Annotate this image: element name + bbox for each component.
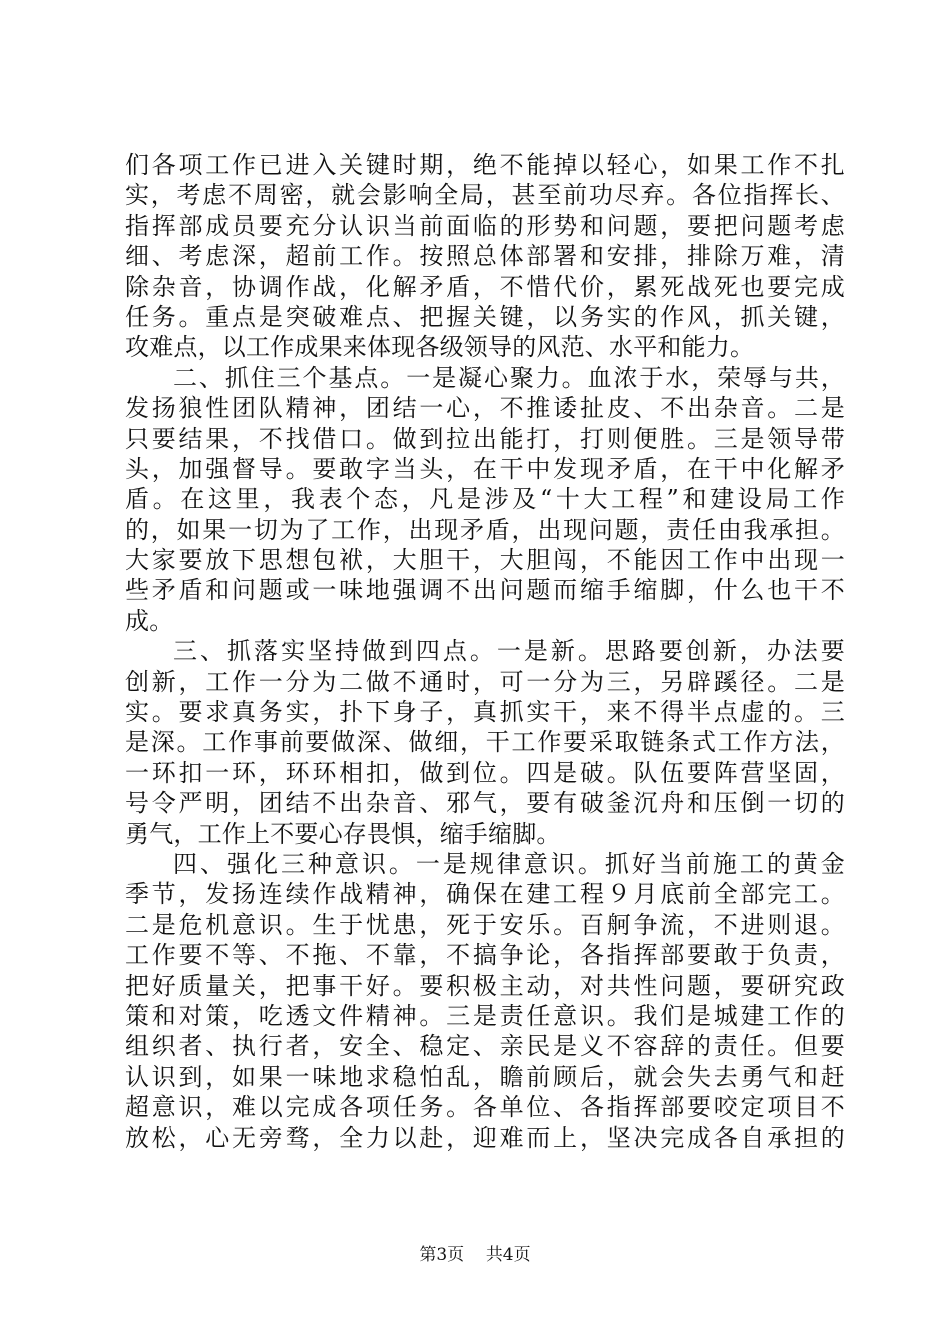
text-line: 季节，发扬连续作战精神，确保在建工程９月底前全部完工。 xyxy=(125,880,845,909)
text-line: 指挥部成员要充分认识当前面临的形势和问题，要把问题考虑 xyxy=(125,211,845,240)
text-line: 二是危机意识。生于忧患，死于安乐。百舸争流，不进则退。 xyxy=(125,910,845,939)
text-line: 实，考虑不周密，就会影响全局，甚至前功尽弃。各位指挥长、 xyxy=(125,181,845,210)
text-line: 超意识，难以完成各项任务。各单位、各指挥部要咬定项目不 xyxy=(125,1093,845,1122)
text-line: 一环扣一环，环环相扣，做到位。四是破。队伍要阵营坚固， xyxy=(125,758,845,787)
text-line: 策和对策，吃透文件精神。三是责任意识。我们是城建工作的 xyxy=(125,1001,845,1030)
text-line: 些矛盾和问题或一味地强调不出问题而缩手缩脚，什么也干不 xyxy=(125,576,845,605)
document-body xyxy=(125,150,845,1153)
text-line: 攻难点，以工作成果来体现各级领导的风范、水平和能力。 xyxy=(125,333,755,362)
text-line: 创新，工作一分为二做不通时，可一分为三，另辟蹊径。二是 xyxy=(125,667,845,696)
text-line: 除杂音，协调作战，化解矛盾，不惜代价，累死战死也要完成 xyxy=(125,272,845,301)
text-line: 发扬狼性团队精神，团结一心，不推诿扯皮、不出杂音。二是 xyxy=(125,394,845,423)
text-line: 们各项工作已进入关键时期，绝不能掉以轻心，如果工作不扎 xyxy=(125,151,845,179)
page-footer xyxy=(0,1245,950,1265)
text-line: 工作要不等、不拖、不靠，不搞争论，各指挥部要敢于负责， xyxy=(125,941,845,970)
text-line: 把好质量关，把事干好。要积极主动，对共性问题，要研究政 xyxy=(125,971,845,1000)
text-line: 四、强化三种意识。一是规律意识。抓好当前施工的黄金 xyxy=(173,849,845,878)
text-line: 勇气，工作上不要心存畏惧，缩手缩脚。 xyxy=(125,819,561,848)
text-line: 头，加强督导。要敢字当头，在干中发现矛盾，在干中化解矛 xyxy=(125,454,845,483)
text-line: 二、抓住三个基点。一是凝心聚力。血浓于水，荣辱与共， xyxy=(173,363,845,392)
text-line: 细、考虑深，超前工作。按照总体部署和安排，排除万难，清 xyxy=(125,242,845,271)
footer-spacer xyxy=(470,1245,481,1265)
text-line: 放松，心无旁骛，全力以赴，迎难而上，坚决完成各自承担的 xyxy=(125,1123,845,1152)
text-line: 号令严明，团结不出杂音、邪气，要有破釜沉舟和压倒一切的 xyxy=(125,789,845,818)
text-line: 的，如果一切为了工作，出现矛盾，出现问题，责任由我承担。 xyxy=(125,515,845,544)
text-line: 盾。在这里，我表个态，凡是涉及“十大工程”和建设局工作 xyxy=(125,485,845,514)
text-line: 任务。重点是突破难点、把握关键，以务实的作风，抓关键， xyxy=(125,302,845,331)
text-line: 实。要求真务实，扑下身子，真抓实干，来不得半点虚的。三 xyxy=(125,698,845,727)
text-line: 组织者、执行者，安全、稳定、亲民是义不容辞的责任。但要 xyxy=(125,1032,845,1061)
text-line: 是深。工作事前要做深、做细，干工作要采取链条式工作方法， xyxy=(125,728,845,757)
text-line: 大家要放下思想包袱，大胆干，大胆闯，不能因工作中出现一 xyxy=(125,546,845,575)
text-line: 成。 xyxy=(125,606,174,635)
page-total: 共4页 xyxy=(485,1245,531,1265)
page-number: 第3页 xyxy=(419,1245,465,1265)
text-line: 三、抓落实坚持做到四点。一是新。思路要创新，办法要 xyxy=(173,637,845,666)
text-line: 认识到，如果一味地求稳怕乱，瞻前顾后，就会失去勇气和赶 xyxy=(125,1062,845,1091)
text-line: 只要结果，不找借口。做到拉出能打，打则便胜。三是领导带 xyxy=(125,424,845,453)
